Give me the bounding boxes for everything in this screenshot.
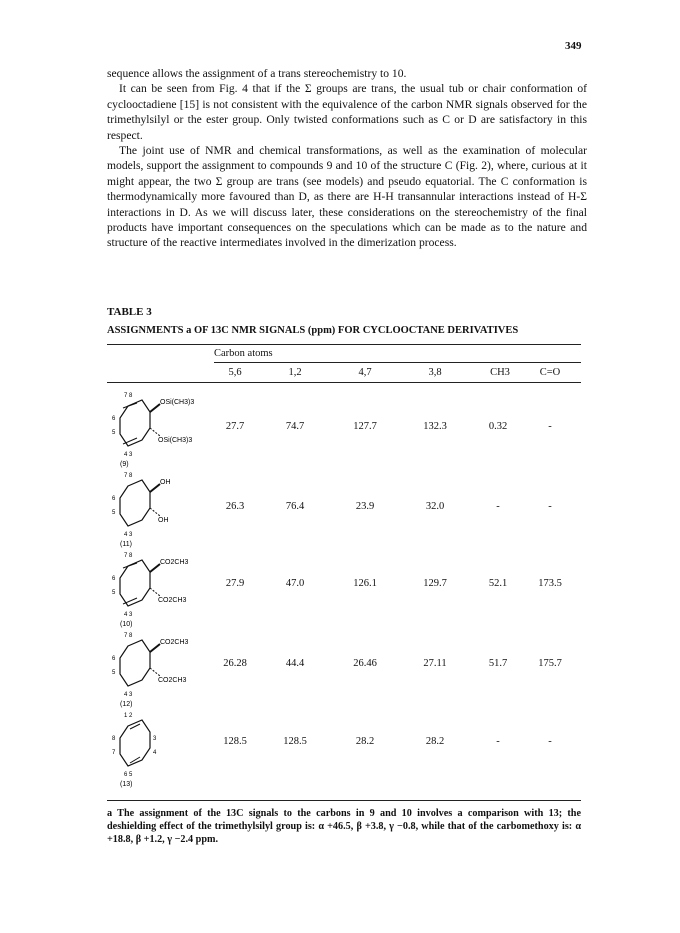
structure-compound-12	[110, 630, 220, 708]
value-10-1-2: 47.0	[285, 578, 305, 589]
column-header-co: C=O	[539, 367, 561, 378]
substituent-bottom-10: CO2CH3	[158, 597, 187, 604]
value-13-5-6: 128.5	[223, 736, 247, 747]
column-header-ch3: CH3	[490, 367, 510, 378]
column-header-4-7: 4,7	[358, 367, 372, 378]
svg-text:3: 3	[153, 736, 157, 742]
paragraph-3: The joint use of NMR and chemical transformations, as well as the examination of molecular models, support the assignment to compounds 9 and 10 of the structure C (Fig. 2), where, curious at it might appear, the two Σ group are trans (see models) and pseudo equatorial. The C conformation is thermodynamically more favoured than D, as there are H-H transannular interactions instead of H-Σ interactions in D. As we will discuss later, these considerations on the stereochemistry of the final products have important consequences on the speculations which can be made as to the nature and structure of the reactive intermediates involved in the dimerization process.	[107, 144, 587, 250]
compound-label-9: (9)	[120, 461, 129, 468]
value-12-5-6: 26.28	[223, 658, 247, 669]
value-9-ch3: 0.32	[488, 421, 508, 432]
value-11-5-6: 26.3	[225, 501, 245, 512]
svg-text:4 3: 4 3	[124, 532, 133, 538]
svg-text:7 8: 7 8	[124, 633, 133, 639]
compound-label-12: (12)	[120, 701, 133, 708]
svg-text:5: 5	[112, 670, 116, 676]
svg-text:7: 7	[112, 750, 116, 756]
value-9-co: -	[548, 421, 552, 432]
value-12-co: 175.7	[538, 658, 562, 669]
column-header-3-8: 3,8	[428, 367, 442, 378]
table-bottom-rule	[107, 800, 581, 801]
compound-label-10: (10)	[120, 621, 133, 628]
svg-text:5: 5	[112, 590, 116, 596]
value-11-3-8: 32.0	[425, 501, 445, 512]
carbon-atoms-header: Carbon atoms	[214, 348, 273, 359]
table-title: ASSIGNMENTS a OF 13C NMR SIGNALS (ppm) FOR CYCLOOCTANE DERIVATIVES	[107, 325, 519, 336]
table-label: TABLE 3	[107, 306, 152, 318]
svg-text:6: 6	[112, 656, 116, 662]
value-12-4-7: 26.46	[353, 658, 377, 669]
compound-label-13: (13)	[120, 781, 133, 788]
svg-text:6: 6	[112, 416, 116, 422]
page-number: 349	[565, 40, 582, 52]
substituent-top-10: CO2CH3	[160, 559, 189, 566]
svg-text:4: 4	[153, 750, 157, 756]
value-11-1-2: 76.4	[285, 501, 305, 512]
value-11-4-7: 23.9	[355, 501, 375, 512]
substituent-top-12: CO2CH3	[160, 639, 189, 646]
value-10-3-8: 129.7	[423, 578, 447, 589]
value-10-4-7: 126.1	[353, 578, 377, 589]
svg-text:5: 5	[112, 430, 116, 436]
substituent-top-9: OSi(CH3)3	[160, 399, 195, 406]
table-footnote: a The assignment of the 13C signals to the carbons in 9 and 10 involves a comparison with 13; the deshielding effect of the trimethylsilyl group is: α +46.5, β +3.8, γ −0.8, while that of the carbomethoxy is: α +18.8, β +1.2, γ −2.4 ppm.	[107, 808, 581, 845]
body-text	[107, 66, 587, 251]
substituent-bottom-11: OH	[158, 517, 169, 524]
svg-text:1 2: 1 2	[124, 713, 133, 719]
value-11-co: -	[548, 501, 552, 512]
svg-text:4 3: 4 3	[124, 612, 133, 618]
compound-label-11: (11)	[120, 541, 132, 548]
value-10-co: 173.5	[538, 578, 562, 589]
svg-text:7 8: 7 8	[124, 393, 133, 399]
svg-text:4 3: 4 3	[124, 692, 133, 698]
value-12-1-2: 44.4	[285, 658, 305, 669]
structure-compound-10	[110, 550, 220, 628]
paragraph-2: It can be seen from Fig. 4 that if the Σ groups are trans, the usual tub or chair conformation of cyclooctadiene [15] is not consistent with the equivalence of the carbon NMR signals observed for the trimethylsilyl or the ester group. Only twisted conformations such as C or D are satisfactory in this respect.	[107, 82, 587, 142]
table-top-rule	[107, 344, 581, 345]
column-header-5-6: 5,6	[228, 367, 242, 378]
value-9-1-2: 74.7	[285, 421, 305, 432]
substituent-bottom-9: OSi(CH3)3	[158, 437, 193, 444]
substituent-bottom-12: CO2CH3	[158, 677, 187, 684]
value-11-ch3: -	[496, 501, 500, 512]
value-9-4-7: 127.7	[353, 421, 377, 432]
value-12-ch3: 51.7	[488, 658, 508, 669]
value-12-3-8: 27.11	[423, 658, 447, 669]
value-13-co: -	[548, 736, 552, 747]
svg-text:4 3: 4 3	[124, 452, 133, 458]
column-header-1-2: 1,2	[288, 367, 302, 378]
header-bottom-rule	[107, 382, 581, 383]
value-9-5-6: 27.7	[225, 421, 245, 432]
value-10-ch3: 52.1	[488, 578, 508, 589]
svg-text:6 5: 6 5	[124, 772, 133, 778]
value-13-ch3: -	[496, 736, 500, 747]
structure-compound-11	[110, 470, 220, 548]
svg-text:8: 8	[112, 736, 116, 742]
group-header-rule	[214, 362, 581, 363]
value-13-4-7: 28.2	[355, 736, 375, 747]
substituent-top-11: OH	[160, 479, 171, 486]
paragraph-1: sequence allows the assignment of a trans stereochemistry to 10.	[107, 67, 407, 80]
svg-text:7 8: 7 8	[124, 473, 133, 479]
svg-text:6: 6	[112, 576, 116, 582]
value-10-5-6: 27.9	[225, 578, 245, 589]
value-13-1-2: 128.5	[283, 736, 307, 747]
svg-text:6: 6	[112, 496, 116, 502]
svg-text:5: 5	[112, 510, 116, 516]
structure-compound-13	[110, 710, 220, 788]
value-13-3-8: 28.2	[425, 736, 445, 747]
svg-text:7 8: 7 8	[124, 553, 133, 559]
value-9-3-8: 132.3	[423, 421, 447, 432]
structure-compound-9	[110, 390, 220, 468]
